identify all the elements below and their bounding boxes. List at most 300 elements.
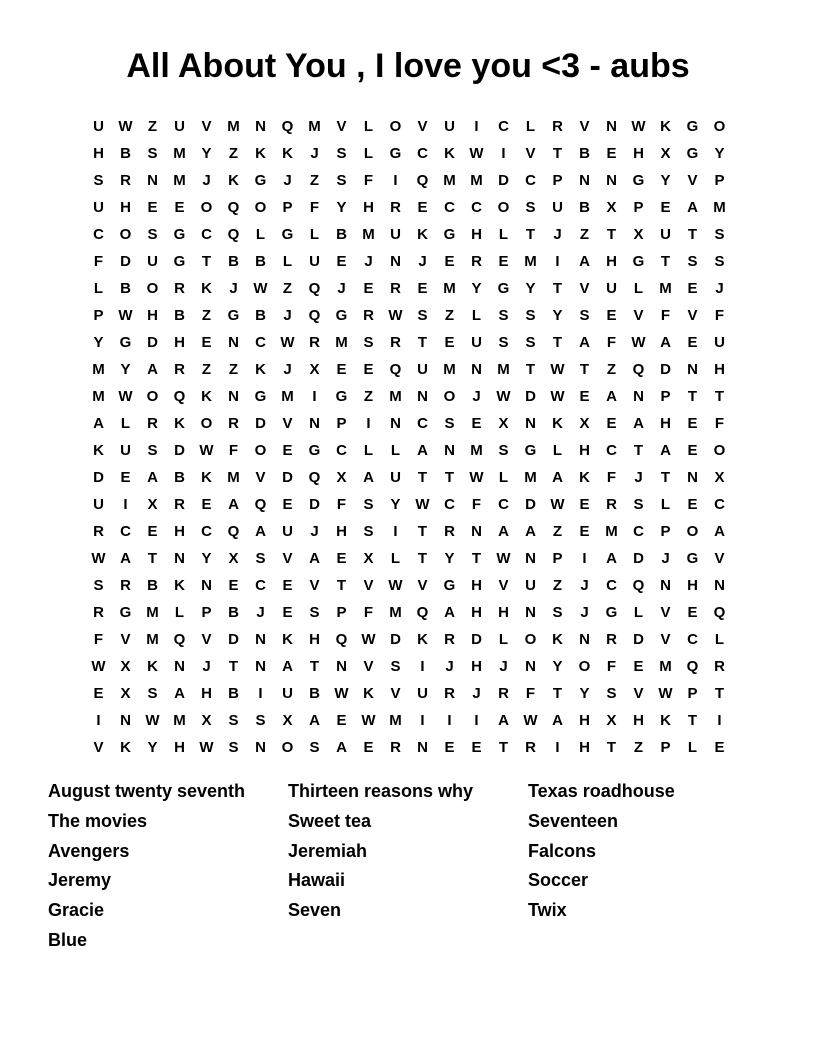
grid-letter: G [443, 226, 456, 243]
grid-letter: M [173, 712, 186, 729]
grid-letter: L [498, 469, 509, 486]
grid-letter: K [174, 577, 185, 594]
grid-letter: H [120, 199, 131, 216]
grid-letter: K [417, 631, 428, 648]
grid-letter: C [498, 496, 509, 513]
grid-letter: N [255, 739, 266, 756]
grid-letter: U [471, 334, 482, 351]
grid-letter: Q [227, 226, 240, 243]
grid-letter: G [497, 280, 510, 297]
grid-letter: B [228, 253, 239, 270]
grid-letter: H [633, 712, 644, 729]
grid-letter: K [255, 145, 266, 162]
grid-letter: I [474, 118, 479, 135]
grid-letter: O [497, 199, 510, 216]
grid-letter: A [552, 469, 563, 486]
grid-letter: V [282, 415, 293, 432]
grid-letter: J [310, 523, 319, 540]
grid-letter: T [552, 145, 563, 162]
grid-letter: R [444, 685, 455, 702]
grid-letter: K [201, 469, 212, 486]
grid-letter: K [444, 145, 455, 162]
grid-letter: Q [416, 172, 429, 189]
grid-letter: Z [228, 145, 239, 162]
grid-letter: G [686, 550, 699, 567]
grid-letter: W [118, 307, 133, 324]
grid-letter: R [120, 577, 131, 594]
grid-letter: R [714, 658, 725, 675]
grid-letter: I [420, 658, 425, 675]
grid-letter: L [498, 631, 509, 648]
grid-letter: L [363, 118, 374, 135]
grid-letter: J [283, 361, 292, 378]
grid-letter: M [92, 361, 105, 378]
grid-letter: T [687, 388, 698, 405]
grid-letter: T [471, 550, 482, 567]
grid-letter: R [390, 739, 401, 756]
grid-letter: G [335, 388, 348, 405]
grid-letter: M [389, 388, 402, 405]
grid-letter: X [120, 658, 131, 675]
grid-letter: K [660, 118, 671, 135]
grid-letter: C [417, 415, 428, 432]
grid-letter: U [390, 469, 401, 486]
grid-letter: W [199, 442, 214, 459]
grid-letter: F [309, 199, 320, 216]
grid-letter: J [661, 550, 670, 567]
grid-letter: T [552, 280, 563, 297]
grid-letter: M [308, 118, 321, 135]
grid-letter: S [336, 172, 347, 189]
grid-letter: Y [201, 145, 212, 162]
grid-letter: Z [444, 307, 455, 324]
grid-letter: X [228, 550, 239, 567]
grid-letter: M [524, 253, 537, 270]
grid-letter: N [687, 361, 698, 378]
grid-letter: E [336, 550, 347, 567]
grid-letter: C [255, 334, 266, 351]
grid-letter: N [714, 577, 725, 594]
grid-letter: B [228, 604, 239, 621]
grid-letter: U [93, 118, 104, 135]
grid-letter: W [91, 550, 106, 567]
grid-letter: Y [552, 307, 563, 324]
word-list-item: Blue [48, 929, 88, 950]
grid-letter: Z [309, 172, 320, 189]
grid-letter: X [498, 415, 509, 432]
grid-letter: A [525, 523, 536, 540]
grid-letter: I [501, 145, 506, 162]
grid-letter: C [633, 523, 644, 540]
grid-letter: B [255, 307, 266, 324]
grid-letter: E [606, 145, 617, 162]
grid-letter: A [660, 442, 671, 459]
grid-letter: K [201, 388, 212, 405]
grid-letter: N [390, 415, 401, 432]
grid-letter: A [579, 334, 590, 351]
grid-letter: U [417, 685, 428, 702]
grid-letter: I [123, 496, 128, 513]
grid-letter: X [606, 712, 617, 729]
grid-letter: E [417, 280, 428, 297]
grid-letter: A [606, 550, 617, 567]
grid-letter: V [120, 631, 131, 648]
grid-letter: I [96, 712, 101, 729]
grid-letter: A [255, 523, 266, 540]
grid-letter: C [336, 442, 347, 459]
grid-letter: M [713, 199, 726, 216]
grid-letter: V [633, 307, 644, 324]
grid-letter: C [201, 226, 212, 243]
grid-letter: D [525, 496, 536, 513]
grid-letter: U [714, 334, 725, 351]
grid-letter: E [687, 496, 698, 513]
grid-letter: Q [173, 388, 186, 405]
grid-letter: E [498, 253, 509, 270]
grid-letter: U [417, 361, 428, 378]
grid-letter: C [255, 577, 266, 594]
grid-letter: U [93, 496, 104, 513]
grid-letter: R [525, 739, 536, 756]
grid-letter: J [580, 604, 589, 621]
grid-letter: B [255, 253, 266, 270]
grid-letter: O [146, 280, 159, 297]
grid-letter: Z [201, 361, 212, 378]
grid-letter: W [334, 685, 349, 702]
grid-letter: T [525, 226, 536, 243]
grid-letter: C [498, 118, 509, 135]
grid-letter: G [632, 172, 645, 189]
grid-letter: C [444, 199, 455, 216]
grid-letter: R [606, 631, 617, 648]
grid-letter: W [550, 496, 565, 513]
grid-letter: F [525, 685, 536, 702]
grid-letter: M [659, 658, 672, 675]
grid-letter: E [687, 415, 698, 432]
grid-letter: P [336, 415, 347, 432]
grid-letter: Q [686, 658, 699, 675]
grid-letter: S [309, 739, 320, 756]
grid-letter: P [660, 739, 671, 756]
grid-letter: B [174, 307, 185, 324]
grid-letter: H [471, 577, 482, 594]
grid-letter: J [445, 658, 454, 675]
grid-letter: W [388, 577, 403, 594]
grid-letter: N [390, 253, 401, 270]
grid-letter: H [93, 145, 104, 162]
grid-letter: S [228, 739, 239, 756]
grid-letter: Q [416, 604, 429, 621]
grid-letter: Y [444, 550, 455, 567]
word-list-item: Seven [288, 900, 342, 921]
grid-letter: S [147, 442, 158, 459]
grid-letter: N [201, 577, 212, 594]
grid-letter: U [120, 442, 131, 459]
grid-letter: W [550, 361, 565, 378]
grid-letter: S [498, 442, 509, 459]
grid-letter: A [579, 253, 590, 270]
grid-letter: M [389, 604, 402, 621]
grid-letter: T [498, 739, 509, 756]
grid-letter: H [498, 604, 509, 621]
grid-letter: B [579, 145, 590, 162]
grid-letter: J [634, 469, 643, 486]
grid-letter: E [93, 685, 104, 702]
grid-letter: N [471, 523, 482, 540]
grid-letter: N [255, 658, 266, 675]
grid-letter: H [174, 739, 185, 756]
word-list-item: Sweet tea [288, 810, 372, 831]
grid-letter: E [336, 253, 347, 270]
grid-letter: S [579, 307, 590, 324]
grid-letter: E [471, 739, 482, 756]
grid-letter: W [388, 307, 403, 324]
grid-letter: V [579, 118, 590, 135]
grid-letter: U [552, 199, 563, 216]
grid-letter: O [686, 523, 699, 540]
grid-letter: S [363, 523, 374, 540]
grid-letter: O [200, 415, 213, 432]
grid-letter: S [633, 496, 644, 513]
grid-letter: B [174, 469, 185, 486]
grid-letter: Y [390, 496, 401, 513]
grid-letter: G [686, 118, 699, 135]
grid-letter: E [282, 496, 293, 513]
grid-letter: X [363, 550, 374, 567]
grid-letter: L [120, 415, 131, 432]
grid-letter: Q [308, 307, 321, 324]
grid-letter: S [444, 415, 455, 432]
grid-letter: R [390, 280, 401, 297]
grid-letter: W [145, 712, 160, 729]
grid-letter: N [417, 388, 428, 405]
grid-letter: R [363, 307, 374, 324]
grid-letter: H [309, 631, 320, 648]
grid-letter: G [632, 253, 645, 270]
grid-letter: E [363, 739, 374, 756]
grid-letter: T [525, 361, 536, 378]
grid-letter: E [633, 658, 644, 675]
grid-letter: Q [335, 631, 348, 648]
grid-letter: W [631, 334, 646, 351]
grid-letter: R [606, 496, 617, 513]
grid-letter: D [471, 631, 482, 648]
grid-letter: K [552, 415, 563, 432]
grid-letter: I [717, 712, 722, 729]
grid-letter: M [497, 361, 510, 378]
grid-letter: U [606, 280, 617, 297]
grid-letter: L [390, 550, 401, 567]
grid-letter: F [606, 658, 617, 675]
grid-letter: T [579, 361, 590, 378]
grid-letter: P [282, 199, 293, 216]
grid-letter: E [444, 739, 455, 756]
grid-letter: S [363, 334, 374, 351]
grid-letter: K [93, 442, 104, 459]
grid-letter: L [714, 631, 725, 648]
grid-letter: H [714, 361, 725, 378]
grid-letter: P [687, 685, 698, 702]
grid-letter: K [282, 145, 293, 162]
grid-letter: N [606, 172, 617, 189]
grid-letter: X [660, 145, 671, 162]
grid-letter: V [660, 604, 671, 621]
grid-letter: E [687, 280, 698, 297]
grid-letter: U [147, 253, 158, 270]
word-list-item: August twenty seventh [48, 781, 246, 801]
grid-letter: X [147, 496, 158, 513]
grid-letter: A [606, 388, 617, 405]
grid-letter: N [633, 388, 644, 405]
grid-letter: U [390, 226, 401, 243]
grid-letter: Z [228, 361, 239, 378]
grid-letter: K [174, 415, 185, 432]
grid-letter: M [443, 280, 456, 297]
grid-letter: N [120, 712, 131, 729]
grid-letter: E [174, 199, 185, 216]
grid-letter: S [228, 712, 239, 729]
grid-letter: K [579, 469, 590, 486]
grid-letter: C [120, 523, 131, 540]
grid-letter: L [363, 442, 374, 459]
grid-letter: R [444, 631, 455, 648]
grid-letter: S [714, 226, 725, 243]
grid-letter: C [606, 577, 617, 594]
grid-letter: C [417, 145, 428, 162]
grid-letter: Q [389, 361, 402, 378]
grid-letter: W [361, 712, 376, 729]
grid-letter: E [579, 523, 590, 540]
grid-letter: A [687, 199, 698, 216]
grid-letter: S [525, 199, 536, 216]
grid-letter: O [281, 739, 294, 756]
grid-letter: K [147, 658, 158, 675]
grid-letter: Y [93, 334, 104, 351]
grid-letter: N [606, 118, 617, 135]
grid-letter: C [606, 442, 617, 459]
grid-letter: M [173, 145, 186, 162]
grid-letter: M [281, 388, 294, 405]
grid-letter: I [393, 523, 398, 540]
grid-letter: T [687, 712, 698, 729]
grid-letter: F [606, 469, 617, 486]
grid-letter: Q [173, 631, 186, 648]
grid-letter: S [255, 712, 266, 729]
grid-letter: Q [227, 523, 240, 540]
grid-letter: H [174, 334, 185, 351]
grid-letter: B [336, 226, 347, 243]
grid-letter: X [282, 712, 293, 729]
grid-letter: J [202, 658, 211, 675]
grid-letter: V [336, 118, 347, 135]
grid-letter: B [228, 685, 239, 702]
grid-letter: N [471, 361, 482, 378]
grid-letter: W [415, 496, 430, 513]
grid-letter: R [93, 523, 104, 540]
grid-letter: N [336, 658, 347, 675]
grid-letter: Y [471, 280, 482, 297]
grid-letter: N [525, 658, 536, 675]
grid-letter: I [474, 712, 479, 729]
grid-letter: T [606, 226, 617, 243]
grid-letter: L [174, 604, 185, 621]
grid-letter: M [470, 172, 483, 189]
grid-letter: S [93, 577, 104, 594]
grid-letter: G [335, 307, 348, 324]
grid-letter: Q [308, 280, 321, 297]
grid-letter: T [552, 685, 563, 702]
grid-letter: W [469, 469, 484, 486]
grid-letter: N [174, 550, 185, 567]
grid-letter: T [552, 334, 563, 351]
grid-letter: N [579, 631, 590, 648]
grid-letter: C [525, 172, 536, 189]
grid-letter: P [201, 604, 212, 621]
grid-letter: Y [201, 550, 212, 567]
grid-letter: E [282, 604, 293, 621]
grid-letter: D [660, 361, 671, 378]
grid-letter: P [633, 199, 644, 216]
grid-letter: H [336, 523, 347, 540]
grid-letter: T [309, 658, 320, 675]
grid-letter: R [93, 604, 104, 621]
word-search-grid [85, 113, 733, 761]
grid-letter: F [714, 307, 725, 324]
grid-letter: Q [632, 361, 645, 378]
grid-letter: E [147, 523, 158, 540]
grid-letter: A [228, 496, 239, 513]
grid-letter: E [201, 334, 212, 351]
grid-letter: I [555, 739, 560, 756]
grid-letter: F [363, 604, 374, 621]
grid-letter: G [254, 388, 267, 405]
grid-letter: N [147, 172, 158, 189]
grid-letter: V [687, 172, 698, 189]
grid-letter: H [579, 442, 590, 459]
grid-letter: H [363, 199, 374, 216]
word-list-item: Hawaii [288, 870, 346, 891]
grid-letter: H [579, 712, 590, 729]
grid-letter: Z [201, 307, 212, 324]
grid-letter: D [633, 550, 644, 567]
grid-letter: U [282, 523, 293, 540]
grid-letter: I [447, 712, 452, 729]
grid-letter: T [201, 253, 212, 270]
grid-letter: R [471, 253, 482, 270]
grid-letter: C [471, 199, 482, 216]
grid-letter: W [550, 388, 565, 405]
word-list-item: Seventeen [528, 810, 619, 831]
grid-letter: Q [632, 577, 645, 594]
word-list-item: Texas roadhouse [528, 781, 675, 801]
grid-letter: P [660, 523, 671, 540]
grid-letter: H [201, 685, 212, 702]
word-list-item: Jeremy [48, 870, 112, 891]
grid-letter: V [660, 631, 671, 648]
grid-letter: Y [525, 280, 536, 297]
grid-letter: S [525, 307, 536, 324]
grid-letter: C [714, 496, 725, 513]
grid-letter: U [525, 577, 536, 594]
grid-letter: V [282, 550, 293, 567]
grid-letter: S [498, 334, 509, 351]
grid-letter: E [660, 199, 671, 216]
grid-letter: E [417, 199, 428, 216]
grid-letter: E [363, 361, 374, 378]
grid-letter: D [120, 253, 131, 270]
grid-letter: J [553, 226, 562, 243]
grid-letter: V [363, 577, 374, 594]
